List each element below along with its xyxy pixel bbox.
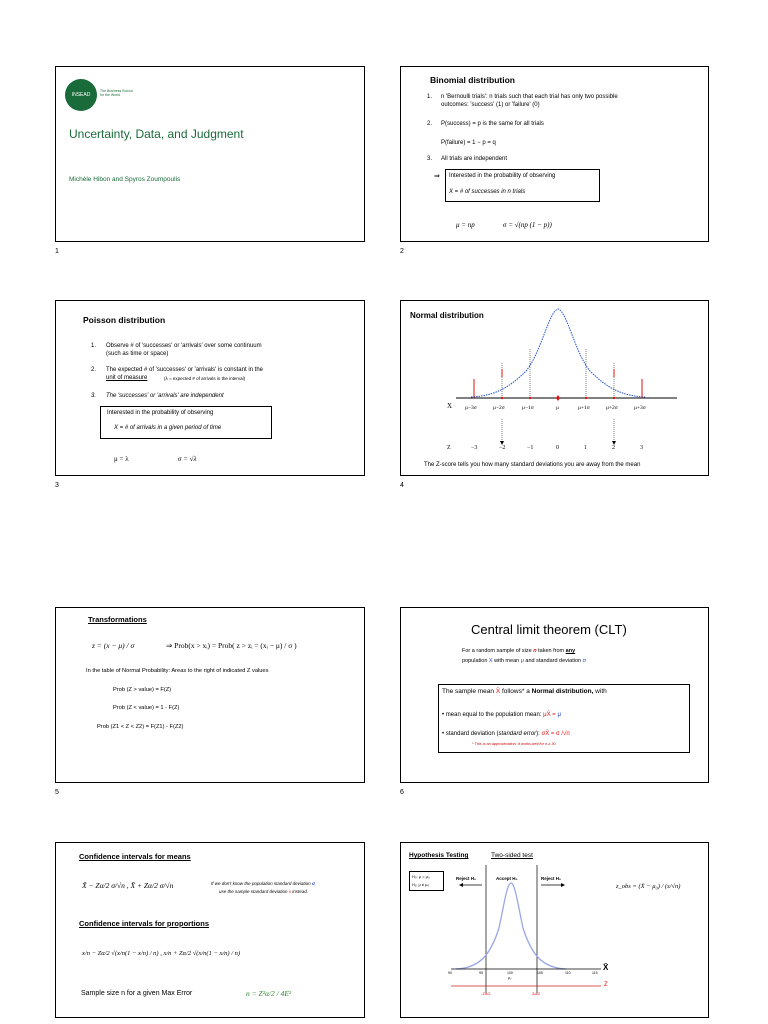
x-axis-label: X xyxy=(447,402,453,410)
authors: Michèle Hibon and Spyros Zoumpoulis xyxy=(69,176,181,183)
mean-formula: μ = np xyxy=(456,221,475,229)
x-tick-label: 95 xyxy=(479,971,483,975)
reject-left-arrowhead xyxy=(459,883,463,887)
ci-proportion-formula: x/n − Zα/2 √(x/n(1 − x/n) / n) , x/n + Zα/2 √(x/n(1 − x/n) / n) xyxy=(82,950,241,957)
slide-6 xyxy=(400,607,709,783)
page-number: 5 xyxy=(55,789,59,796)
item-text: P(failure) = 1 − p = q xyxy=(441,140,496,146)
prob-rule: Prob (Z1 < Z < Z2) = F(Z1) - F(Z2) xyxy=(97,724,184,730)
slide-3 xyxy=(55,300,365,476)
clt-intro-line1: For a random sample of size n taken from any xyxy=(462,648,576,654)
ci-mean-formula: X̄ − Zα/2 σ/√n , X̄ + Zα/2 σ/√n xyxy=(82,881,174,890)
clt-footnote: * This is an approximation. It works well for n ≥ 30. xyxy=(472,742,557,746)
prob-rule: Prob (Z > value) = F(Z) xyxy=(113,687,172,693)
normal-curve xyxy=(471,309,645,397)
table-note: In the table of Normal Probability: Areas to the right of indicated Z values xyxy=(86,668,269,674)
slide-8 xyxy=(400,842,709,1018)
sample-size-label: Sample size n for a given Max Error xyxy=(81,990,193,997)
z-tick-label: 3 xyxy=(640,445,643,451)
z-tick-label: −2 xyxy=(499,445,506,451)
box-text: X = # of successes in n trials xyxy=(449,189,526,195)
section-title: Confidence intervals for means xyxy=(79,852,191,861)
item-text: The expected # of 'successes' or 'arrivals' is constant in the xyxy=(106,367,263,373)
slide-4 xyxy=(400,300,709,476)
z-observed-formula: z_obs = (X̄ − μ₀) / (s/√n) xyxy=(616,883,681,890)
clt-intro-line2: population X with mean μ and standard deviation σ xyxy=(462,658,587,664)
x-tick-label: μ−3σ xyxy=(465,405,477,411)
z-formula: z = (x − μ) / σ xyxy=(92,641,135,650)
item-text: (such as time or space) xyxy=(106,351,169,357)
box-text: Interested in the probability of observing xyxy=(449,173,556,179)
mu0-label: μ₀ xyxy=(508,976,512,980)
slide-subtitle: Two-sided test xyxy=(491,852,533,859)
probability-formula: ⇒ Prob(x > xᵢ) = Prob( z > zᵢ = (xᵢ − μ) / σ ) xyxy=(166,641,297,650)
box-text: X = # of arrivals in a given period of time xyxy=(114,425,222,431)
alt-hypothesis: H₁: μ ≠ μ₀ xyxy=(412,882,430,887)
item-text: P(success) = p is the same for all trials xyxy=(441,121,544,127)
slide-2 xyxy=(400,66,709,242)
item-number: 3. xyxy=(427,156,433,162)
x-tick-label: 90 xyxy=(448,971,452,975)
accept-label: Accept H₀ xyxy=(496,876,518,881)
slide-title: Uncertainty, Data, and Judgment xyxy=(69,127,244,141)
section-title: Confidence intervals for proportions xyxy=(79,919,210,928)
item-note: (λ = expected # of arrivals in the interval) xyxy=(164,376,246,381)
item-text: The 'successes' or 'arrivals' are independent xyxy=(106,393,224,399)
item-number: 2. xyxy=(91,367,97,373)
page-number: 4 xyxy=(400,482,404,489)
prob-rule: Prob (Z < value) = 1 - F(Z) xyxy=(113,705,180,711)
interest-box xyxy=(445,169,600,202)
slide-title: Poisson distribution xyxy=(83,315,166,325)
chart-caption: The Z-score tells you how many standard deviations you are away from the mean xyxy=(424,462,641,468)
z-tick-label: 0 xyxy=(556,445,559,451)
x-tick-label: μ+3σ xyxy=(634,405,646,411)
slide-title: Central limit theorem (CLT) xyxy=(471,622,627,637)
x-tick-label: 115 xyxy=(592,971,598,975)
x-axis-label: X̄ xyxy=(603,963,609,972)
z-tick-label: −1 xyxy=(527,445,534,451)
x-tick-label: μ−2σ xyxy=(493,405,505,411)
clt-box-line1: The sample mean X̄ follows* a Normal distribution, with xyxy=(442,688,607,695)
page-number: 1 xyxy=(55,248,59,255)
critical-left-label: -Zα/2 xyxy=(481,991,491,996)
x-tick-label: μ xyxy=(556,405,559,411)
item-number: 2. xyxy=(427,121,433,127)
null-hypothesis: H₀: μ = μ₀ xyxy=(412,874,430,879)
slide-title: Hypothesis Testing xyxy=(409,852,469,859)
insead-logo: INSEAD xyxy=(65,79,97,111)
implies-arrow: ⇒ xyxy=(434,173,440,180)
x-tick-label: μ−1σ xyxy=(522,405,534,411)
reject-right-arrowhead xyxy=(561,883,565,887)
x-tick-label: μ+1σ xyxy=(578,405,590,411)
critical-right-label: Zα/2 xyxy=(532,991,541,996)
sd-formula: σ = √(np (1 − p)) xyxy=(503,221,552,229)
slide-7 xyxy=(55,842,365,1018)
item-text: n 'Bernoulli trials': n trials such that each trial has only two possible xyxy=(441,94,618,100)
box-text: Interested in the probability of observing xyxy=(107,410,214,416)
z-tick-label: 1 xyxy=(584,445,587,451)
z-tick-label: −3 xyxy=(471,445,478,451)
z-axis-label: Z xyxy=(604,982,608,988)
item-text: All trials are independent xyxy=(441,156,508,162)
sample-size-formula: n = Z²α/2 / 4E² xyxy=(246,989,292,998)
x-tick-label: 105 xyxy=(537,971,543,975)
slide-5 xyxy=(55,607,365,783)
reject-left-label: Reject H₀ xyxy=(456,876,477,881)
page-number: 3 xyxy=(55,482,59,489)
item-text: unit of measure xyxy=(106,375,148,381)
clt-box xyxy=(438,684,690,753)
z-tick-label: 2 xyxy=(612,445,615,451)
item-text: outcomes: 'success' (1) or 'failure' (0) xyxy=(441,102,540,108)
x-tick-label: 110 xyxy=(565,971,571,975)
z-axis-label: Z xyxy=(447,445,451,451)
item-number: 3. xyxy=(91,393,97,399)
slide-title: Transformations xyxy=(88,615,147,624)
mean-formula: μ = λ xyxy=(114,455,129,463)
bell-curve xyxy=(456,883,566,969)
clt-bullet-sd: • standard deviation (standard error): σX̄ = σ /√n xyxy=(442,731,570,737)
slide-title: Normal distribution xyxy=(410,311,484,320)
item-number: 1. xyxy=(427,94,433,100)
item-number: 1. xyxy=(91,343,97,349)
slide-1 xyxy=(55,66,365,242)
x-tick-label: μ+2σ xyxy=(606,405,618,411)
reject-right-label: Reject H₀ xyxy=(541,876,562,881)
interest-box xyxy=(100,406,272,439)
item-text: Observe # of 'successes' or 'arrivals' over some continuum xyxy=(106,343,262,349)
hypothesis-chart xyxy=(401,843,709,1018)
x-tick-label: 100 xyxy=(507,971,513,975)
sd-formula: σ = √λ xyxy=(178,455,197,463)
slide-title: Binomial distribution xyxy=(430,75,515,85)
clt-bullet-mean: • mean equal to the population mean: μX̄ = μ xyxy=(442,712,561,718)
page-number: 2 xyxy=(400,248,404,255)
logo-tagline: The Business School for the World xyxy=(100,89,133,97)
page-number: 6 xyxy=(400,789,404,796)
ci-mean-note: If we don't know the population standard deviation σ use the sample standard deviation s instead. xyxy=(211,881,315,894)
